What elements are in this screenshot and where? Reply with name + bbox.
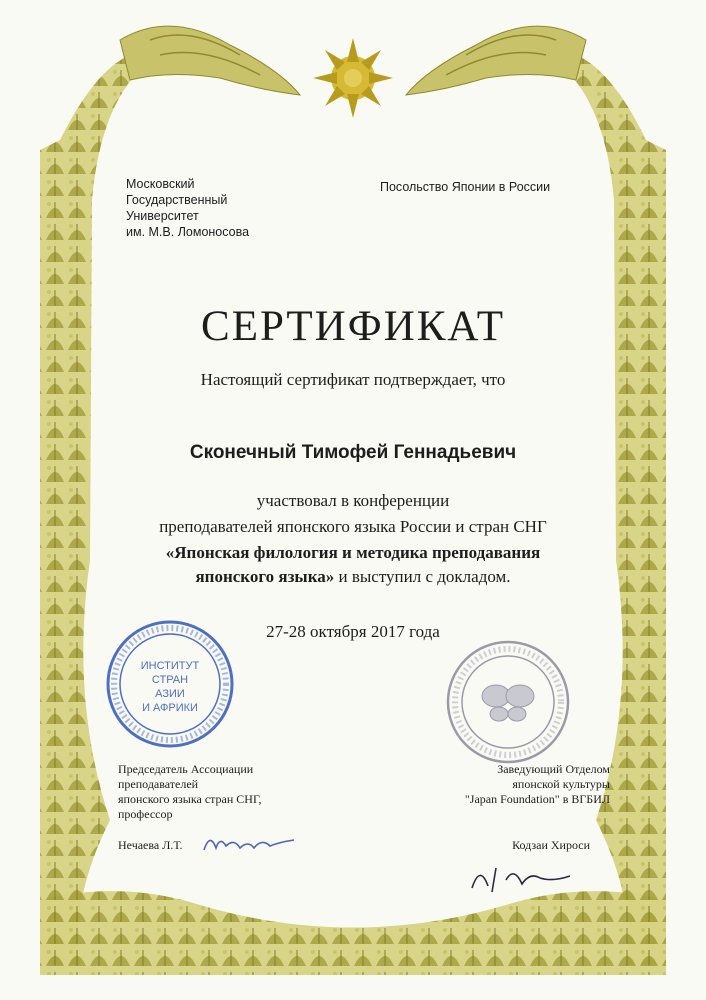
conference-title-end: японского языка»: [195, 567, 335, 586]
recipient-name: Сконечный Тимофей Геннадьевич: [189, 442, 517, 463]
university-line: Московский: [126, 177, 195, 191]
position-line: профессор: [118, 807, 173, 821]
body-line-4-rest: и выступил с докладом.: [334, 567, 511, 586]
conference-date: 27-28 октября 2017 года: [266, 622, 440, 641]
position-line: японского языка стран СНГ,: [118, 792, 262, 806]
left-signatory-position: [118, 762, 348, 822]
institute-stamp: [104, 618, 236, 750]
stamp-text: ИНСТИТУТ: [140, 660, 200, 672]
right-signatory-name: Кодзаи Хироси: [512, 838, 590, 852]
body-line-2: преподавателей японского языка России и стран СНГ: [159, 517, 547, 536]
left-signatory-name: Нечаева Л.Т.: [118, 838, 183, 852]
position-line: преподавателей: [118, 777, 199, 791]
position-line: Заведующий Отделом: [497, 762, 610, 776]
stamp-text: АЗИИ: [155, 688, 185, 700]
position-line: "Japan Foundation" в ВГБИЛ: [464, 792, 610, 806]
stamp-text: СТРАН: [151, 674, 189, 686]
university-name: [126, 176, 296, 240]
embassy-name: Посольство Японии в России: [380, 180, 551, 194]
right-signature: [466, 858, 576, 898]
body-line-4: [0, 567, 706, 587]
library-stamp: [444, 638, 572, 766]
university-line: им. М.В. Ломоносова: [126, 225, 250, 239]
university-line: Университет: [126, 209, 199, 223]
right-signatory-position: [400, 762, 610, 807]
position-line: Председатель Ассоциации: [118, 762, 254, 776]
intro-text: Настоящий сертификат подтверждает, что: [200, 370, 506, 389]
left-signature: [200, 828, 300, 860]
certificate-title: СЕРТИФИКАТ: [201, 303, 505, 350]
stamp-text: И АФРИКИ: [142, 702, 198, 714]
university-line: Государственный: [126, 193, 228, 207]
position-line: японской культуры: [512, 777, 610, 791]
body-line-1: участвовал в конференции: [256, 491, 450, 510]
conference-title: «Японская филология и методика преподавания: [165, 543, 541, 562]
butterfly-icon: [482, 685, 534, 721]
